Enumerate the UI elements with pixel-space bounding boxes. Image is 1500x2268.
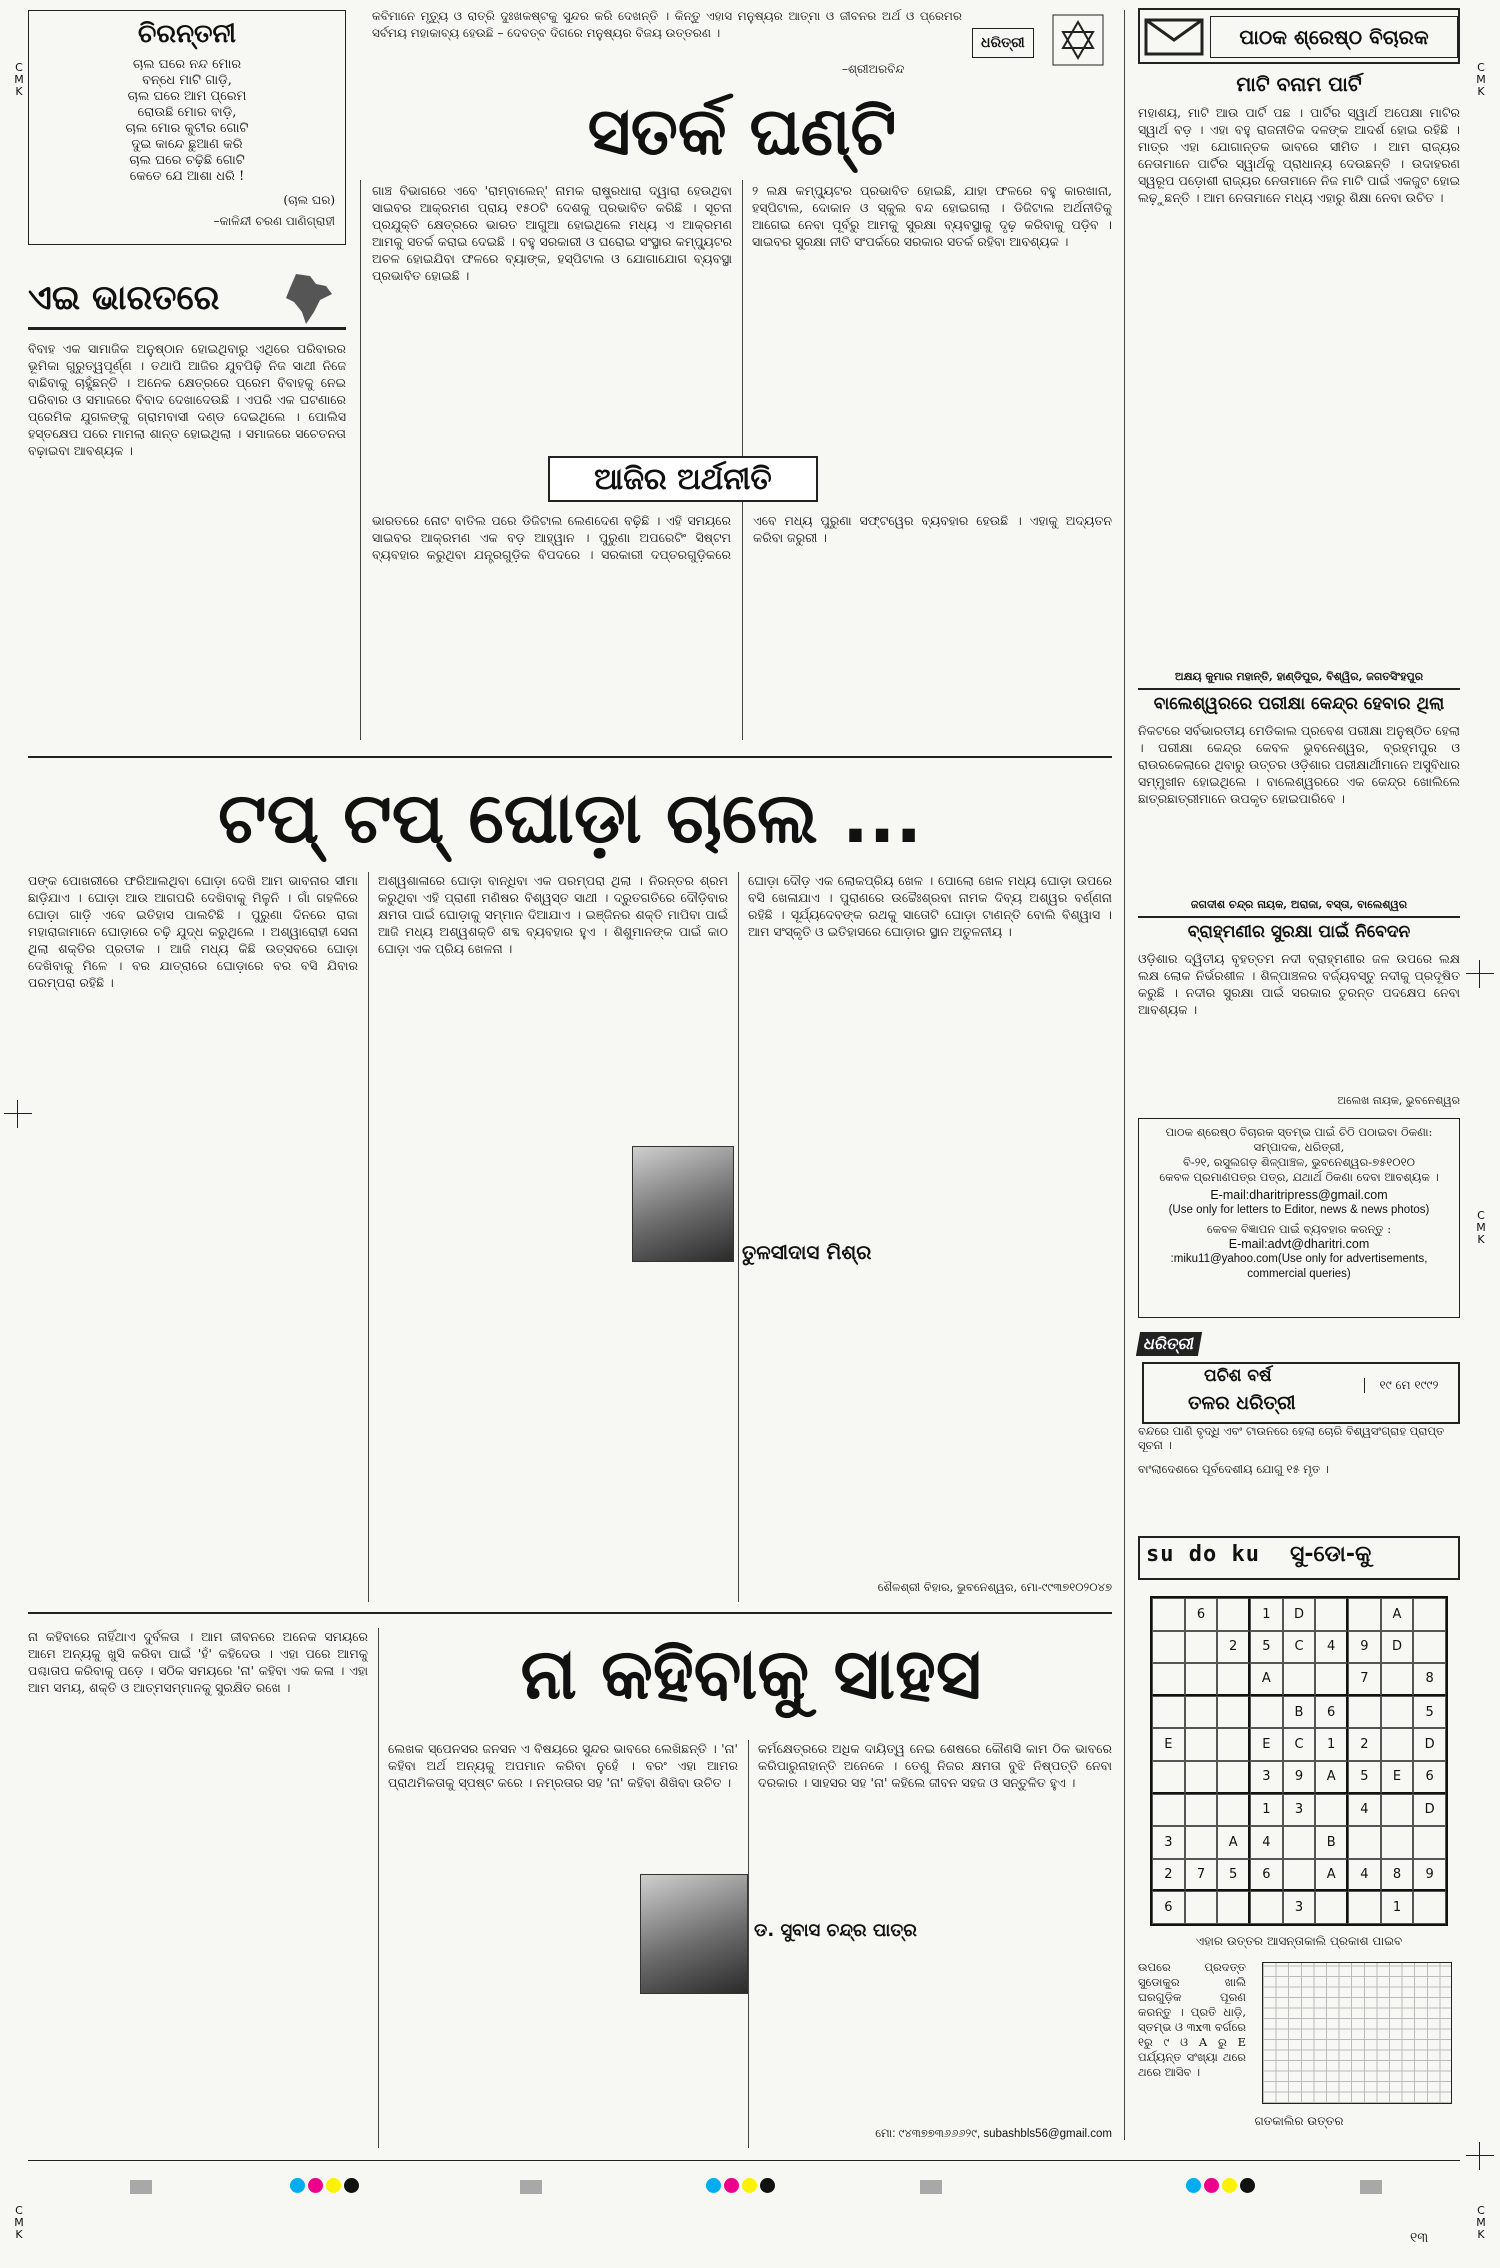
sudoku-cell[interactable]: 4 [1250,1826,1283,1859]
sudoku-cell[interactable]: D [1283,1598,1316,1631]
article3-contact[interactable]: ମୋ: ୯୪୩୭୭୩୬୬୬୨୯, subashbls56@gmail.com [875,2128,1112,2140]
sudoku-cell[interactable]: E [1250,1728,1283,1761]
magenta-dot [724,2178,739,2193]
sudoku-cell[interactable] [1283,1859,1316,1892]
letter-signature: ଅକ୍ଷୟ କୁମାର ମହାନ୍ତି, ହାଣ୍ଡିପୁର, ବିଶ୍ୱିର, ଜଗତସିଂହପୁର [1174,670,1424,683]
article2-column-1: ପଙ୍କ ପୋଖରୀରେ ଫରିଆଲଥିବା ଘୋଡ଼ା ଦେଖି ଆମ ଭାବନାର ସୀମା ଛାଡ଼ିଯାଏ । ଘୋଡ଼ା ଆଉ ଆଗପରି ଦେଖିବାକୁ ମିଳୁନି । ଗାଁ ଗହଳିରେ ଘୋଡ଼ା ଗାଡ଼ି ଏବେ ଇତିହାସ ପାଲଟିଛି । ପୁରୁଣା ଦିନରେ ରାଜା ମହାରାଜାମାନେ ଘୋଡ଼ାରେ ଚଢ଼ି ଯୁଦ୍ଧ କରୁଥିଲେ । ଅଶ୍ୱାରୋହୀ ସେନା ଥିଲା ଶକ୍ତିର ପ୍ରତୀକ । ଆଜି ମଧ୍ୟ କିଛି ଉତ୍ସବରେ ଘୋଡ଼ା ଦେଖିବାକୁ ମିଳେ । ବର ଯାତ୍ରାରେ ଘୋଡ଼ାରେ ବର ବସି ଯିବାର ପରମ୍ପରା ରହିଛି । [28,873,358,990]
article3-column-3: କର୍ମକ୍ଷେତ୍ରରେ ଅଧିକ ଦାୟିତ୍ୱ ନେଇ ଶେଷରେ କୌଣସି କାମ ଠିକ ଭାବରେ କରିପାରୁନାହାନ୍ତି ଅନେକେ । ତେଣୁ ନିଜର କ୍ଷମତା ବୁଝି ନିଷ୍ପତ୍ତି ନେବା ଦରକାର । ସାହସର ସହ 'ନା' କହିଲେ ଜୀବନ ସହଜ ଓ ସନ୍ତୁଳିତ ହୁଏ । [758,1741,1112,1790]
sudoku-cell[interactable] [1348,1891,1381,1924]
sudoku-cell[interactable] [1381,1728,1414,1761]
envelope-icon [1144,18,1204,56]
past-title-bottom: ତଳର ଧରିତ୍ରୀ [1188,1392,1296,1414]
sudoku-cell[interactable] [1381,1696,1414,1729]
article2-author: ତୁଳସୀଦାସ ମିଶ୍ର [742,1240,872,1264]
sudoku-cell[interactable]: 3 [1283,1891,1316,1924]
sudoku-cell[interactable]: 6 [1185,1598,1218,1631]
sudoku-cell[interactable] [1217,1794,1250,1827]
sudoku-cell[interactable] [1185,1891,1218,1924]
article3-author: ଡ. ସୁବାସ ଚନ୍ଦ୍ର ପାତ୍ର [754,1920,917,1941]
article3-author-photo [640,1874,748,1994]
sudoku-cell[interactable] [1283,1663,1316,1696]
black-dot [344,2178,359,2193]
past-box [1138,1332,1460,1452]
sudoku-cell[interactable]: B [1315,1826,1348,1859]
article2-author-photo [632,1146,734,1262]
footer-gray-block [1360,2180,1382,2194]
sudoku-cell[interactable]: D [1413,1728,1446,1761]
sudoku-cell[interactable] [1217,1761,1250,1794]
letter-body: ନିକଟରେ ସର୍ବଭାରତୀୟ ମେଡିକାଲ ପ୍ରବେଶ ପରୀକ୍ଷା ଅନୁଷ୍ଠିତ ହେଲା । ପରୀକ୍ଷା କେନ୍ଦ୍ର କେବଳ ଭୁବନେଶ୍ୱର, ବ୍ରହ୍ମପୁର ଓ ରାଉରକେଲାରେ ଥିବାରୁ ଉତ୍ତର ଓଡ଼ିଶାର ପରୀକ୍ଷାର୍ଥୀମାନେ ଅସୁବିଧାର ସମ୍ମୁଖୀନ ହୋଇଥିଲେ । ବାଲେଶ୍ୱରରେ ଏକ କେନ୍ଦ୍ର ଖୋଲିଲେ ଛାତ୍ରଛାତ୍ରୀମାନେ ଉପକୃତ ହୋଇପାରିବେ । [1138,723,1460,806]
bharat-logo-text: ଏଇ ଭାରତରେ [28,278,220,318]
chirantani-heading: ଚିରନ୍ତନୀ [137,19,237,49]
sudoku-title-latin: su do ku [1146,1542,1260,1567]
sudoku-cell[interactable] [1217,1891,1250,1924]
sudoku-cell[interactable]: 1 [1381,1891,1414,1924]
sudoku-cell[interactable]: 8 [1381,1859,1414,1892]
color-bar [706,2178,778,2197]
sudoku-cell[interactable]: 2 [1348,1728,1381,1761]
sudoku-cell[interactable]: 6 [1152,1891,1185,1924]
sudoku-cell[interactable] [1152,1761,1185,1794]
notice-line: ବି-୨୧, ରସୁଲଗଡ଼ ଶିଳ୍ପାଞ୍ଚଳ, ଭୁବନେଶ୍ୱର-୭୫୧୦୧୦ [1183,1155,1415,1169]
notice-line: ପାଠକ ଶ୍ରେଷ୍ଠ ବିଚାରକ ସ୍ତମ୍ଭ ପାଇଁ ଚିଠି ପଠାଇବା ଠିକଣା: [1165,1125,1433,1139]
registration-mark-right-top: C M K [1476,61,1486,98]
reader-header [1138,8,1460,64]
poem [39,57,335,185]
sudoku-cell[interactable] [1185,1761,1218,1794]
footer-rule [28,2160,1460,2161]
quote-strip [372,8,1112,86]
article2-headline: ଟପ୍ ଟପ୍ ଘୋଡ଼ା ଚାଲେ ... [218,777,922,859]
sudoku-cell[interactable] [1283,1826,1316,1859]
letter-title: ମାଟି ବନାମ ପାର୍ଟି [1236,72,1362,96]
ad-email[interactable]: E-mail:advt@dharitri.com [1228,1237,1370,1251]
article2-contact: ଶୈଳଶ୍ରୀ ବିହାର, ଭୁବନେଶ୍ୱର, ମୋ-୯୯୩୭୧୦୨୦୪୭ [877,1580,1112,1594]
sudoku-cell[interactable] [1315,1663,1348,1696]
sudoku-cell[interactable]: 6 [1413,1761,1446,1794]
column-rule [748,1740,749,2148]
sudoku-cell[interactable] [1315,1891,1348,1924]
cyan-dot [1186,2178,1201,2193]
sudoku-cell[interactable]: 7 [1348,1663,1381,1696]
column-rule [378,1628,379,2148]
reader-header-text: ପାଠକ ଶ୍ରେଷ୍ଠ ବିଚାରକ [1210,16,1458,58]
sudoku-cell[interactable] [1217,1728,1250,1761]
sudoku-cell[interactable]: 4 [1348,1794,1381,1827]
sudoku-cell[interactable]: A [1217,1826,1250,1859]
yellow-dot [326,2178,341,2193]
sudoku-cell[interactable] [1413,1891,1446,1924]
star-emblem-icon [1052,14,1104,66]
poem-line: ଚାଲ ଘରେ ଚଢ଼ିଛି ଗୋଟି [129,153,245,168]
article3-column-2: ଲେଖକ ସ୍ପେନସର ଜନସନ ଏ ବିଷୟରେ ସୁନ୍ଦର ଭାବରେ ଲେଖିଛନ୍ତି । 'ନା' କହିବା ଅର୍ଥ ଅନ୍ୟକୁ ଅପମାନ କରିବା ନୁହେଁ । ବରଂ ଏହା ଆମର ପ୍ରାଥମିକତାକୁ ସ୍ପଷ୍ଟ କରେ । ନମ୍ରତାର ସହ 'ନା' କହିବା ଶିଖିବା ଉଚିତ । [388,1741,738,1790]
sudoku-cell[interactable]: 5 [1413,1696,1446,1729]
sudoku-answer-text: ଉପରେ ପ୍ରଦତ୍ତ ସୁଡୋକୁର ଖାଲି ଘରଗୁଡ଼ିକ ପୂରଣ କରନ୍ତୁ । ପ୍ରତି ଧାଡ଼ି, ସ୍ତମ୍ଭ ଓ ୩x୩ ବର୍ଗରେ ୧ରୁ ୯ ଓ A ରୁ E ପର୍ଯ୍ୟନ୍ତ ସଂଖ୍ୟା ଥରେ ଥରେ ଆସିବ । [1138,1960,1246,2079]
poem-line: ଚାଲ ମୋର କୁଟୀର ଗୋଟି [125,121,249,136]
sudoku-cell[interactable] [1185,1794,1218,1827]
sudoku-cell[interactable]: 9 [1283,1761,1316,1794]
column-rule [738,872,739,1602]
sudoku-cell[interactable]: 9 [1348,1631,1381,1664]
sudoku-cell[interactable] [1413,1826,1446,1859]
registration-mark-left-bottom: C M K [14,2204,24,2241]
sudoku-cell[interactable] [1152,1696,1185,1729]
letter-body: ଓଡ଼ିଶାର ଦ୍ୱିତୀୟ ବୃହତ୍ତମ ନଦୀ ବ୍ରାହ୍ମଣୀର ଜଳ ଉପରେ ଲକ୍ଷ ଲକ୍ଷ ଲୋକ ନିର୍ଭରଶୀଳ । ଶିଳ୍ପାଞ୍ଚଳର ବର୍ଜ୍ୟବସ୍ତୁ ନଦୀକୁ ପ୍ରଦୂଷିତ କରୁଛି । ନଦୀର ସୁରକ୍ଷା ପାଇଁ ସରକାର ତୁରନ୍ତ ପଦକ୍ଷେପ ନେବା ଆବଶ୍ୟକ । [1138,951,1460,1017]
sudoku-cell[interactable]: 3 [1152,1826,1185,1859]
article3-headline: ନା କହିବାକୁ ସାହସ [520,1633,982,1715]
sudoku-cell[interactable] [1250,1891,1283,1924]
editor-email[interactable]: E-mail:dharitripress@gmail.com [1210,1188,1388,1202]
section-divider [28,1612,1112,1614]
quote-text: କବିମାନେ ମୃତ୍ୟୁ ଓ ରାତ୍ରି ଦୁଃଖକଷ୍ଟକୁ ସୁନ୍ଦର କରି ଦେଖନ୍ତି । କିନ୍ତୁ ଏହାସ ମନୁଷ୍ୟର ଆତ୍ମା ଓ ଜୀବନର ଅର୍ଥ ଓ ପ୍ରେମର ସର୍ବମୟ ମହାକାବ୍ୟ ହେଉଛି – ଦେବତ୍ବ ଦିଗରେ ମନୁଷ୍ୟର ବିଜୟ ଉତ୍ତରଣ । [372,9,962,40]
sudoku-header [1138,1536,1460,1580]
sudoku-note: ଏହାର ଉତ୍ତର ଆସନ୍ତାକାଲି ପ୍ରକାଶ ପାଇବ [1195,1934,1403,1948]
sudoku-cell[interactable]: A [1315,1761,1348,1794]
economy-column-title: ଆଜିର ଅର୍ଥନୀତି [548,456,818,502]
footer-gray-block [520,2180,542,2194]
sudoku-title-odia: ସୁ-ଡୋ-କୁ [1290,1542,1372,1567]
yellow-dot [1222,2178,1237,2193]
sudoku-cell[interactable] [1152,1794,1185,1827]
section-divider [28,756,1112,758]
crosshair-mark [1466,960,1494,988]
reader-notice-box [1138,1118,1460,1318]
sudoku-cell[interactable]: 6 [1250,1859,1283,1892]
sudoku-cell[interactable]: C [1283,1728,1316,1761]
sudoku-cell[interactable]: E [1152,1728,1185,1761]
column-rule [360,180,361,740]
poem-line: ଚାଲ ଘରେ ଆମ ପ୍ରେମ [127,89,247,104]
letter-signature: ଜଗଦୀଶ ଚନ୍ଦ୍ର ନାୟକ, ଅରାଜା, ବସ୍ତା, ବାଲେଶ୍ୱର [1190,898,1408,911]
sudoku-cell[interactable] [1348,1598,1381,1631]
past-title-top: ପଚିଶ ବର୍ଷ [1204,1366,1272,1386]
ad-email-secondary[interactable]: :miku11@yahoo.com(Use only for advertisements, commercial queries) [1170,1253,1428,1280]
column-rule [368,872,369,1602]
sudoku-cell[interactable]: 5 [1348,1761,1381,1794]
sudoku-answer-label: ଗତକାଲିର ଉତ୍ତର [1254,2114,1344,2128]
sudoku-grid [1150,1596,1448,1926]
black-dot [760,2178,775,2193]
sudoku-cell[interactable]: 3 [1283,1794,1316,1827]
sudoku-cell[interactable]: 2 [1152,1859,1185,1892]
masthead-mini: ଧରିତ୍ରୀ [972,28,1034,58]
past-item: ବାଂଲାଦେଶରେ ପୂର୍ବଦେଶୀୟ ଯୋଗୁ ୧୫ ମୃତ । [1138,1462,1329,1476]
sudoku-cell[interactable] [1348,1826,1381,1859]
magenta-dot [1204,2178,1219,2193]
sudoku-cell[interactable]: 9 [1413,1859,1446,1892]
color-bar [290,2178,362,2197]
article2-column-2: ଅଶ୍ୱଶାଳାରେ ଘୋଡ଼ା ବାନ୍ଧିବା ଏକ ପରମ୍ପରା ଥିଲା । ନିରନ୍ତର ଶ୍ରମ କରୁଥିବା ଏହି ପ୍ରାଣୀ ମଣିଷର ବିଶ୍ୱସ୍ତ ସାଥୀ । ଦ୍ରୁତଗତିରେ ଦୌଡ଼ିବାର କ୍ଷମତା ପାଇଁ ଘୋଡ଼ାକୁ ସମ୍ମାନ ଦିଆଯାଏ । ଇଞ୍ଜିନର ଶକ୍ତି ମାପିବା ପାଇଁ ଆଜି ମଧ୍ୟ ଅଶ୍ୱଶକ୍ତି ଶବ୍ଦ ବ୍ୟବହାର ହୁଏ । ଶିଶୁମାନଙ୍କ ପାଇଁ କାଠ ଘୋଡ଼ା ଏକ ପ୍ରିୟ ଖେଳନା । [378,873,728,956]
sudoku-cell[interactable]: 5 [1250,1631,1283,1664]
chirantani-box [28,10,346,245]
notice-line: ସମ୍ପାଦକ, ଧରିତ୍ରୀ, [1253,1140,1345,1154]
sudoku-cell[interactable]: A [1315,1859,1348,1892]
sudoku-cell[interactable] [1185,1826,1218,1859]
sudoku-cell[interactable]: 3 [1250,1761,1283,1794]
sudoku-cell[interactable]: 1 [1250,1598,1283,1631]
sudoku-cell[interactable] [1413,1598,1446,1631]
yellow-dot [742,2178,757,2193]
sudoku-cell[interactable] [1185,1728,1218,1761]
article3-column-1: ନା କହିବାରେ ନାହିଁଥାଏ ଦୁର୍ବଳତା । ଆମ ଜୀବନରେ ଅନେକ ସମୟରେ ଆମେ ଅନ୍ୟକୁ ଖୁସି କରିବା ପାଇଁ 'ହଁ' କହିଦେଉ । ଏହା ପରେ ଆମକୁ ପଶ୍ଚାତାପ କରିବାକୁ ପଡ଼େ । ସଠିକ ସମୟରେ 'ନା' କହିବା ଏକ କଳା । ଏହା ଆମ ସମୟ, ଶକ୍ତି ଓ ଆତ୍ମସମ୍ମାନକୁ ସୁରକ୍ଷିତ ରଖେ । [28,1629,368,1695]
letter-signature: ଅଲେଖ ନାୟକ, ଭୁବନେଶ୍ୱର [1337,1094,1460,1107]
sudoku-cell[interactable]: A [1381,1598,1414,1631]
sudoku-cell[interactable] [1152,1631,1185,1664]
column-rule [1124,10,1125,2140]
sudoku-cell[interactable] [1185,1631,1218,1664]
poem-source: (ଚାଲ ଘର) [283,193,335,207]
past-date: ୧୯ ମେ ୧୯୯୨ [1364,1378,1449,1393]
cyan-dot [290,2178,305,2193]
editor-email-note: (Use only for letters to Editor, news & news photos) [1168,1204,1430,1216]
sudoku-cell[interactable] [1185,1663,1218,1696]
sudoku-cell[interactable] [1217,1598,1250,1631]
sudoku-cell[interactable]: 4 [1315,1631,1348,1664]
sudoku-cell[interactable]: 5 [1217,1859,1250,1892]
sudoku-cell[interactable] [1217,1663,1250,1696]
registration-mark-left-top: C M K [14,61,24,98]
sudoku-answer-grid [1262,1962,1452,2104]
page-number: ୧୩ [1410,2230,1429,2246]
sudoku-cell[interactable] [1152,1598,1185,1631]
black-dot [1240,2178,1255,2193]
color-bar [1186,2178,1258,2197]
sudoku-cell[interactable]: 6 [1315,1696,1348,1729]
editorial-column-2: ୨ ଲକ୍ଷ କମ୍ପ୍ୟୁଟର ପ୍ରଭାବିତ ହୋଇଛି, ଯାହା ଫଳରେ ବହୁ କାରଖାନା, ହସ୍ପିଟାଲ, ଦୋକାନ ଓ ସ୍କୁଲ ବନ୍ଦ ହୋଇଗଲା । ଡିଜିଟାଲ ଅର୍ଥନୀତିକୁ ଆଗେଇ ନେବା ପୂର୍ବରୁ ଆମକୁ ସୁରକ୍ଷା ବ୍ୟବସ୍ଥାକୁ ଦୃଢ଼ କରିବାକୁ ପଡ଼ିବ । ସାଇବର ସୁରକ୍ଷା ନୀତି ସଂପର୍କରେ ସରକାର ସତର୍କ ରହିବା ଆବଶ୍ୟକ । [752,183,1112,249]
past-item: ବନ୍ଦରେ ପାଣି ବୃଦ୍ଧି ଏବଂ ଟାଉନରେ ହେଲା ଚୋରି ବିଶ୍ୱସଂଗ୍ରାହ ପ୍ରାପ୍ତ ସୂଚନା । [1138,1424,1445,1452]
magenta-dot [308,2178,323,2193]
bharat-logo [28,270,346,330]
sudoku-cell[interactable]: 4 [1348,1859,1381,1892]
poet-name: –କାଳିନ୍ଦୀ ଚରଣ ପାଣିଗ୍ରାହୀ [213,214,335,228]
sudoku-cell[interactable] [1217,1696,1250,1729]
sudoku-cell[interactable]: 7 [1185,1859,1218,1892]
crosshair-mark [1466,2142,1494,2170]
past-badge: ଧରିତ୍ରୀ [1136,1332,1202,1356]
sudoku-cell[interactable]: C [1283,1631,1316,1664]
registration-mark-right-mid: C M K [1476,1209,1486,1246]
sudoku-cell[interactable] [1348,1696,1381,1729]
sudoku-cell[interactable]: 1 [1250,1794,1283,1827]
poem-line: ଚାଲ ଘରେ ନନ୍ଦ ମୋର [132,57,242,72]
sudoku-cell[interactable]: D [1413,1794,1446,1827]
poem-line: ବନ୍ଧେ ମାଟି ଗାଡ଼ି, [142,73,232,88]
past-title-box [1142,1362,1460,1424]
poem-line: କେତେ ଯେ ଆଶା ଧରି ! [129,169,245,184]
sudoku-cell[interactable] [1381,1794,1414,1827]
letter-title: ବାଲେଶ୍ୱରରେ ପରୀକ୍ଷା କେନ୍ଦ୍ର ହେବାର ଥିଲା [1153,694,1445,714]
registration-mark-right-bottom: C M K [1476,2204,1486,2241]
divider [1138,916,1460,918]
article2-column-3: ଘୋଡ଼ା ଦୌଡ଼ ଏକ ଲୋକପ୍ରିୟ ଖେଳ । ପୋଲୋ ଖେଳ ମଧ୍ୟ ଘୋଡ଼ା ଉପରେ ବସି ଖେଳାଯାଏ । ପୁରାଣରେ ଉଚ୍ଚୈଃଶ୍ରବା ନାମକ ଦିବ୍ୟ ଅଶ୍ୱର ବର୍ଣ୍ଣନା ରହିଛି । ସୂର୍ଯ୍ୟଦେବଙ୍କ ରଥକୁ ସାତୋଟି ଘୋଡ଼ା ଟାଣନ୍ତି ବୋଲି ବିଶ୍ୱାସ । ଆମ ସଂସ୍କୃତି ଓ ଇତିହାସରେ ଘୋଡ଼ାର ସ୍ଥାନ ଅତୁଳନୀୟ । [748,873,1112,939]
bharat-text: ବିବାହ ଏକ ସାମାଜିକ ଅନୁଷ୍ଠାନ ହୋଇଥିବାରୁ ଏଥିରେ ପରିବାରର ଭୂମିକା ଗୁରୁତ୍ୱପୂର୍ଣ୍ଣ । ତଥାପି ଆଜିର ଯୁବପିଢ଼ି ନିଜ ସାଥୀ ନିଜେ ବାଛିବାକୁ ଚାହୁଁଛନ୍ତି । ଅନେକ କ୍ଷେତ୍ରରେ ପ୍ରେମ ବିବାହକୁ ନେଇ ପରିବାର ଓ ସମାଜରେ ବିବାଦ ଦେଖାଦେଉଛି । ଏପରି ଏକ ଘଟଣାରେ ପ୍ରେମିକ ଯୁଗଳଙ୍କୁ ଗ୍ରାମବାସୀ ଦଣ୍ଡ ଦେଇଥିଲେ । ପୋଲିସ ହସ୍ତକ୍ଷେପ ପରେ ମାମଲା ଶାନ୍ତ ହୋଇଥିଲା । ସମାଜରେ ସଚେତନତା ବଢ଼ାଇବା ଆବଶ୍ୟକ । [28,341,346,458]
quote-author: –ଶ୍ରୀଅରବିନ୍ଦ [842,62,905,76]
editorial-column-1: ଗାଞ୍ଚ ବିଭାଗରେ ଏବେ 'ରାମ୍ବାଲେନ୍' ନାମକ ରାଷ୍ଟ୍ରଧାରା ଦ୍ୱାରା ହେଉଥିବା ସାଇବର ଆକ୍ରମଣ ପ୍ରାୟ ୧୫୦ଟି ଦେଶକୁ ପ୍ରଭାବିତ କରିଛି । ସୂଚନା ପ୍ରଯୁକ୍ତି କ୍ଷେତ୍ରରେ ଭାରତ ଆଗୁଆ ହୋଇଥିଲେ ମଧ୍ୟ ଏ ଆକ୍ରମଣ ଆମକୁ ସତର୍କ କରାଇ ଦେଇଛି । ବହୁ ସରକାରୀ ଓ ଘରୋଇ ସଂସ୍ଥାର କମ୍ପ୍ୟୁଟର ଅଚଳ ହୋଇଯିବା ଫଳରେ ବ୍ୟାଙ୍କ, ହସ୍ପିଟାଲ ଓ ଯୋଗାଯୋଗ ବ୍ୟବସ୍ଥା ପ୍ରଭାବିତ ହୋଇଛି । [372,183,732,283]
india-map-icon [276,272,336,326]
editorial-headline: ସତର୍କ ଘଣ୍ଟି [587,93,897,170]
sudoku-cell[interactable] [1250,1696,1283,1729]
sudoku-cell[interactable]: D [1381,1631,1414,1664]
sudoku-cell[interactable] [1381,1826,1414,1859]
sudoku-cell[interactable] [1152,1663,1185,1696]
sudoku-cell[interactable] [1381,1663,1414,1696]
sudoku-cell[interactable] [1413,1631,1446,1664]
sudoku-cell[interactable] [1315,1794,1348,1827]
letter-body: ମହାଶୟ, ମାଟି ଆଉ ପାର୍ଟି ପଛ । ପାର୍ଟିର ସ୍ୱାର୍ଥ ଅପେକ୍ଷା ମାଟିର ସ୍ୱାର୍ଥ ବଡ଼ । ଏହା ବହୁ ରାଜନୀତିକ ଦଳଙ୍କ ଆଦର୍ଶ ହୋଇ ରହିଛି । ମାତ୍ର ଏହା ଯୋଗାନ୍ତକ ଭାବରେ ସୀମିତ । ଆମ ରାଜ୍ୟର ନେତାମାନେ ପାର୍ଟିର ସ୍ୱାର୍ଥକୁ ପ୍ରାଧାନ୍ୟ ଦେଉଛନ୍ତି । ଉଦାହରଣ ସ୍ୱରୂପ ପଡ଼ୋଶୀ ରାଜ୍ୟର ନେତାମାନେ ନିଜ ମାଟି ପାଇଁ ଏକଜୁଟ ହୋଇ ଲଢ଼ୁଛନ୍ତି । ଆମ ନେତାମାନେ ମଧ୍ୟ ଏହାରୁ ଶିକ୍ଷା ନେବା ଉଚିତ । [1138,105,1460,205]
economy-text: ଭାରତରେ ନୋଟ ବାତିଲ ପରେ ଡିଜିଟାଲ ଲେଣଦେଣ ବଢ଼ିଛି । ଏହି ସମୟରେ ସାଇବର ଆକ୍ରମଣ ଏକ ବଡ଼ ଆହ୍ୱାନ । ପୁରୁଣା ଅପରେଟିଂ ସିଷ୍ଟମ ବ୍ୟବହାର କରୁଥିବା ଯନ୍ତ୍ରଗୁଡ଼ିକ ବିପଦରେ । ସରକାରୀ ଦପ୍ତରଗୁଡ଼ିକରେ ଏବେ ମଧ୍ୟ ପୁରୁଣା ସଫ୍ଟୱେର ବ୍ୟବହାର ହେଉଛି । ଏହାକୁ ଅଦ୍ୟତନ କରିବା ଜରୁରୀ । [372,513,1112,562]
sudoku-cell[interactable] [1315,1598,1348,1631]
ad-note: କେବଳ ବିଜ୍ଞାପନ ପାଇଁ ବ୍ୟବହାର କରନ୍ତୁ : [1206,1222,1392,1236]
sudoku-cell[interactable]: A [1250,1663,1283,1696]
sudoku-cell[interactable]: 1 [1315,1728,1348,1761]
sudoku-cell[interactable]: E [1381,1761,1414,1794]
sudoku-cell[interactable]: B [1283,1696,1316,1729]
poem-line: ଦୁଇ କାନ୍ଦେ ଛୁଆଣ କରି [131,137,243,152]
sudoku-cell[interactable]: 8 [1413,1663,1446,1696]
footer-gray-block [920,2180,942,2194]
sudoku-cell[interactable]: 2 [1217,1631,1250,1664]
letter-title: ବ୍ରାହ୍ମଣୀର ସୁରକ୍ଷା ପାଇଁ ନିବେଦନ [1187,922,1411,942]
notice-line: କେବଳ ପ୍ରମାଣପତ୍ର ପତ୍ର, ଯଥାର୍ଥ ଠିକଣା ଦେବା ଆବଶ୍ୟକ । [1159,1170,1439,1184]
divider [1138,688,1460,690]
sudoku-cell[interactable] [1185,1696,1218,1729]
footer-gray-block [130,2180,152,2194]
cyan-dot [706,2178,721,2193]
poem-line: ରୋଉଛି ମୋର ବାଡ଼ି, [137,105,237,120]
